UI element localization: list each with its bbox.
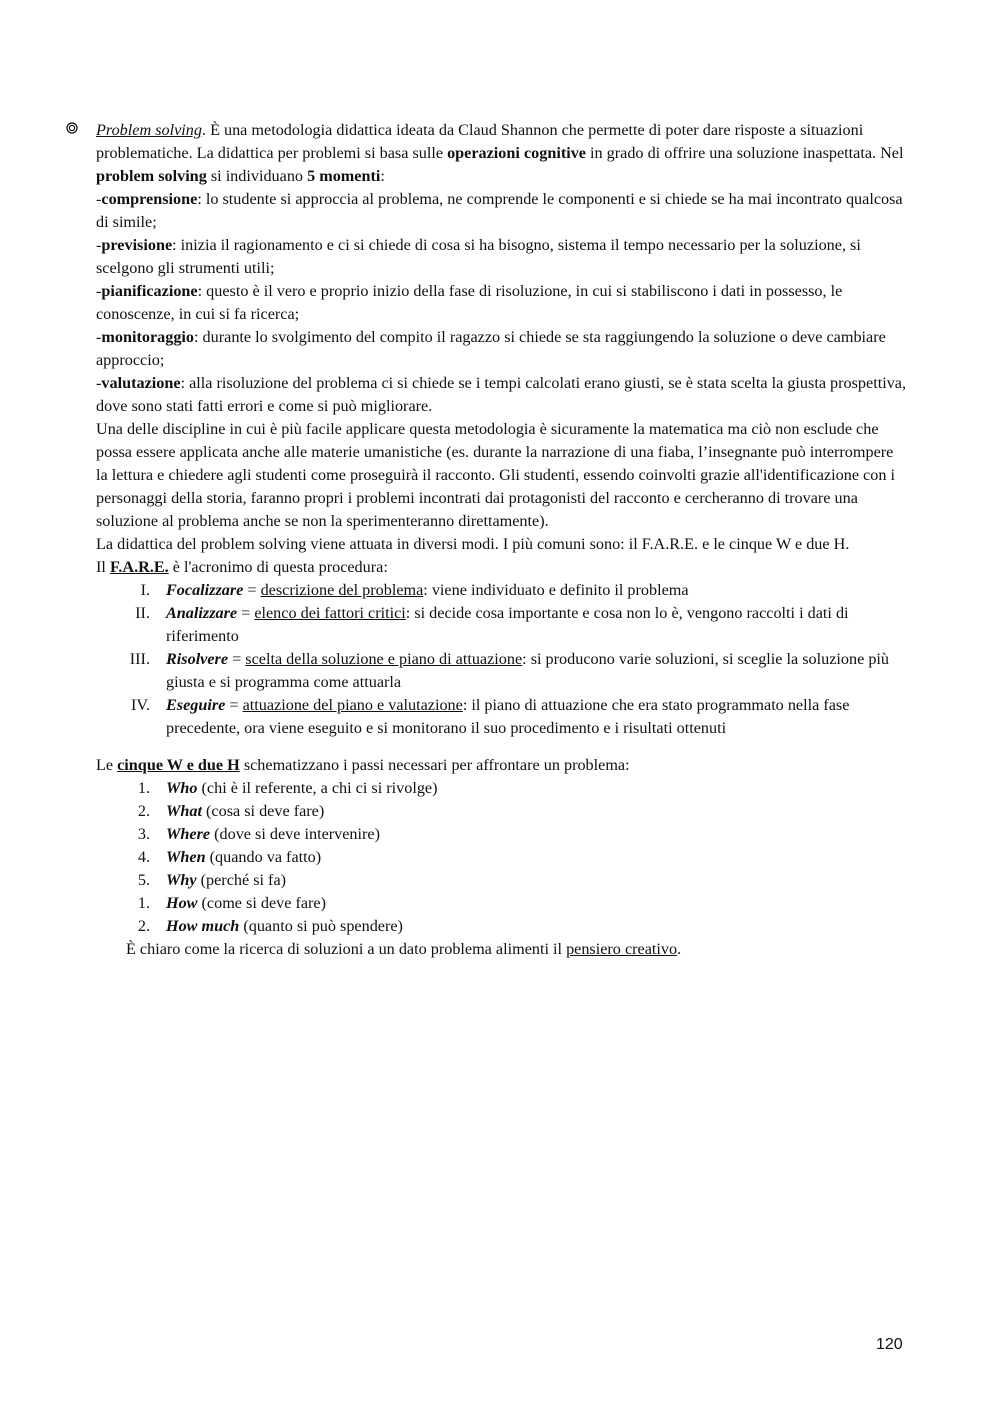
wh-text: (quanto si può spendere) [239, 917, 403, 935]
step-text: : viene individuato e definito il problema [423, 581, 689, 599]
fare-step [96, 579, 908, 602]
intro-text-3: si individuano [206, 167, 308, 185]
wh-item [96, 846, 908, 869]
step-subject: elenco dei fattori critici [254, 604, 406, 622]
step-text: : il piano di attuazione che era stato programmato nella fase precedente, ora viene eseguito e si monitorano il suo procedimento e i risultati ottenuti [166, 696, 850, 737]
moment-text: : lo studente si approccia al problema, ne comprende le componenti e si chiede se ha mai incontrato qualcosa di simile; [96, 190, 903, 231]
wh-text: (cosa si deve fare) [202, 802, 325, 820]
wh-text: (dove si deve intervenire) [210, 825, 380, 843]
wh-text: (quando va fatto) [205, 848, 322, 866]
wh-title: cinque W e due H [117, 756, 240, 774]
moment-item: -valutazione: alla risoluzione del problema ci si chiede se i tempi calcolati erano giusti, se è stata scelta la giusta prospettiva, dove sono stati fatti errori e come si può migliorare. [96, 374, 907, 415]
fare-step [96, 648, 908, 694]
step-term: Analizzare [166, 604, 238, 622]
spacer [96, 740, 908, 754]
step-number: III. [129, 650, 150, 668]
moment-term: comprensione [101, 190, 198, 208]
wh-post: schematizzano i passi necessari per affrontare un problema: [239, 756, 630, 774]
step-term: Eseguire [166, 696, 226, 714]
wh-item [96, 915, 908, 938]
wh-number: 4. [137, 848, 150, 866]
moment-text: : inizia il ragionamento e ci si chiede di cosa si ha bisogno, sistema il tempo necessario per la soluzione, si scelgono gli strumenti utili; [96, 236, 861, 277]
wh-text: (come si deve fare) [197, 894, 327, 912]
disciplines-paragraph: Una delle discipline in cui è più facile applicare questa metodologia è sicuramente la matematica ma ciò non esclude che possa essere applicata anche alle materie umanistiche (es. durante la narrazione di una fiaba, l’insegnante può interrompere la lettura e chiedere agli studenti come proseguirà il racconto. Gli studenti, essendo coinvolti grazie all'identificazione con i personaggi della storia, faranno propri i problemi incontrati dai protagonisti del racconto e cercheranno di trovare una soluzione al problema anche se non la sperimenteranno direttamente). [96, 420, 895, 530]
step-subject: scelta della soluzione e piano di attuazione [245, 650, 523, 668]
wh-number: 1. [137, 779, 150, 797]
closing-paragraph [96, 938, 908, 961]
wh-number: 1. [137, 894, 150, 912]
intro-paragraph [96, 119, 908, 188]
closing-pre: È chiaro come la ricerca di soluzioni a un dato problema alimenti il [126, 940, 567, 958]
fare-intro [96, 556, 908, 579]
wh-intro [96, 754, 908, 777]
wh-text: (perché si fa) [196, 871, 287, 889]
wh-item [96, 892, 908, 915]
moment-text: : durante lo svolgimento del compito il ragazzo si chiede se sta raggiungendo la soluzione o deve cambiare approccio; [96, 328, 886, 369]
wh-term: How much [166, 917, 240, 935]
moment-item: -comprensione: lo studente si approccia al problema, ne comprende le componenti e si chiede se ha mai incontrato qualcosa di simile; [96, 190, 903, 231]
wh-text: (chi è il referente, a chi ci si rivolge) [197, 779, 438, 797]
wh-pre: Le [96, 756, 118, 774]
fare-step [96, 602, 908, 648]
moment-text: : questo è il vero e proprio inizio della fase di risoluzione, in cui si stabiliscono i dati in possesso, le conoscenze, in cui si fa ricerca; [96, 282, 843, 323]
step-subject: attuazione del piano e valutazione [242, 696, 463, 714]
moment-term: valutazione [101, 374, 181, 392]
fare-post: è l'acronimo di questa procedura: [168, 558, 388, 576]
wh-list [96, 777, 908, 938]
step-number: I. [140, 581, 150, 599]
intro-text-2: in grado di offrire una soluzione inaspettata. Nel [585, 144, 904, 162]
intro-bold-3: 5 momenti [307, 167, 381, 185]
step-equals: = [225, 696, 243, 714]
moment-item: -previsione: inizia il ragionamento e ci si chiede di cosa si ha bisogno, sistema il tempo necessario per la soluzione, si scelgono gli strumenti utili; [96, 236, 861, 277]
creative-thinking-term: pensiero creativo [566, 940, 678, 958]
document-body [96, 119, 908, 961]
step-term: Risolvere [166, 650, 229, 668]
wh-term: How [166, 894, 198, 912]
target-circle-icon-svg [66, 122, 78, 134]
step-term: Focalizzare [166, 581, 244, 599]
moment-item: -monitoraggio: durante lo svolgimento del compito il ragazzo si chiede se sta raggiungendo la soluzione o deve cambiare approccio; [96, 328, 886, 369]
intro-text-1: . È una metodologia didattica ideata da Claud Shannon che permette di poter dare risposte a situazioni problematiche. La didattica per problemi si basa sulle [96, 121, 864, 162]
moment-text: : alla risoluzione del problema ci si chiede se i tempi calcolati erano giusti, se è stata scelta la giusta prospettiva, dove sono stati fatti errori e come si può migliorare. [96, 374, 907, 415]
wh-term: What [166, 802, 202, 820]
wh-term: Why [166, 871, 197, 889]
fare-step [96, 694, 908, 740]
moment-term: pianificazione [101, 282, 198, 300]
intro-bold-2: problem solving [96, 167, 207, 185]
page-number: 120 [876, 1336, 903, 1353]
step-text: : si decide cosa importante e cosa non lo è, vengono raccolti i dati di riferimento [166, 604, 849, 645]
wh-number: 3. [137, 825, 150, 843]
intro-text-4: : [380, 167, 385, 185]
modes-paragraph: La didattica del problem solving viene attuata in diversi modi. I più comuni sono: il F.A.R.E. e le cinque W e due H. [96, 535, 850, 553]
step-equals: = [237, 604, 255, 622]
wh-number: 5. [137, 871, 150, 889]
moment-term: previsione [101, 236, 173, 254]
wh-number: 2. [137, 802, 150, 820]
fare-pre: Il [96, 558, 110, 576]
problem-solving-title: Problem solving [96, 121, 202, 139]
wh-term: Who [166, 779, 198, 797]
closing-post: . [677, 940, 682, 958]
step-number: IV. [130, 696, 150, 714]
wh-number: 2. [137, 917, 150, 935]
wh-term: When [166, 848, 206, 866]
fare-acronym: F.A.R.E. [109, 558, 169, 576]
intro-bold-1: operazioni cognitive [447, 144, 586, 162]
target-circle-icon [66, 119, 78, 142]
step-equals: = [243, 581, 261, 599]
step-text: : si producono varie soluzioni, si sceglie la soluzione più giusta e si programma come attuarla [166, 650, 890, 691]
moment-term: monitoraggio [101, 328, 195, 346]
wh-item [96, 777, 908, 800]
step-subject: descrizione del problema [260, 581, 424, 599]
step-equals: = [228, 650, 246, 668]
step-number: II. [135, 604, 150, 622]
moment-item: -pianificazione: questo è il vero e proprio inizio della fase di risoluzione, in cui si stabiliscono i dati in possesso, le conoscenze, in cui si fa ricerca; [96, 282, 843, 323]
wh-item [96, 800, 908, 823]
wh-item [96, 869, 908, 892]
fare-steps-list [96, 579, 908, 740]
wh-term: Where [166, 825, 211, 843]
wh-item [96, 823, 908, 846]
